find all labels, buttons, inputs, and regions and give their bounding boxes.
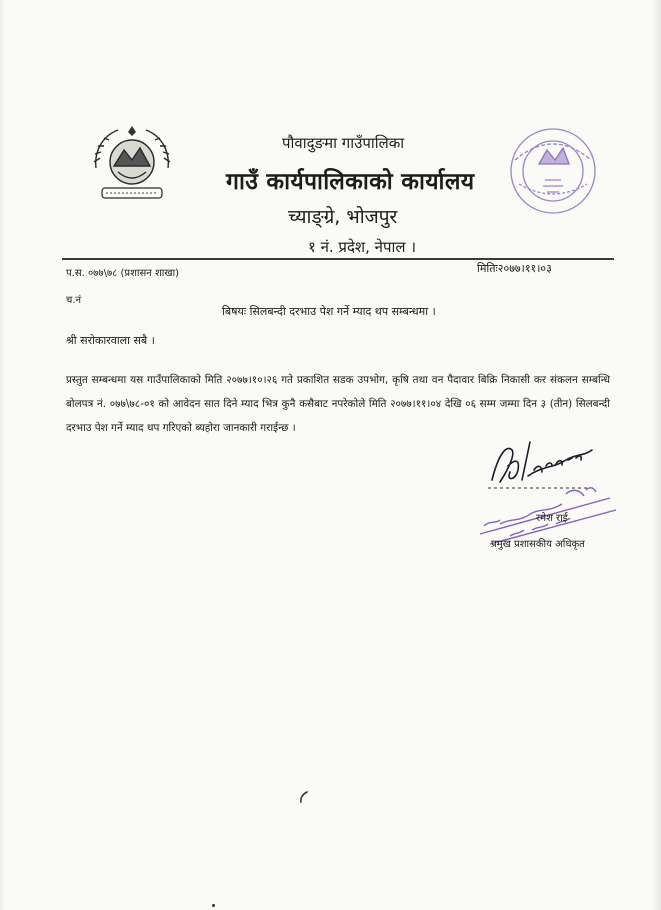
office-name: गाउँ कार्यपालिकाको कार्यालय — [226, 169, 475, 195]
reference-number: प.स. ०७७\७८ (प्रशासन शाखा) — [66, 268, 180, 279]
government-emblem-icon — [88, 122, 176, 206]
pen-mark-icon — [297, 790, 311, 804]
municipality-name: पौवादुङमा गाउँपालिका — [282, 134, 405, 152]
province-line: १ नं. प्रदेश, नेपाल । — [308, 238, 417, 256]
letter-body: प्रस्तुत सम्बन्धमा यस गाउँपालिकाको मिति २०७७।१०।२६ गते प्रकाशित सडक उपभोग, कृषि तथा वन पैदावार बिक्रि निकासी कर संकलन सम्बन्धि बोलपत्र नं. ०७७\७८-०१ को आवेदन सात दिने म्याद भित्र कुनै कसैबाट नपरेकोले मिति २०७७।११।०४ देखि ०६ सम्म जम्मा दिन ३ (तीन) सिलबन्दी दरभाउ पेश गर्ने म्याद थप गरिएको ब्यहोरा जानकारी गराईन्छ । — [66, 374, 610, 434]
office-seal-stamp-icon — [505, 124, 601, 218]
dispatch-number: च.नं — [66, 295, 82, 306]
letter-addressee: श्री सरोकारवाला सबै । — [66, 334, 155, 347]
signatory-name: रमेश राई — [536, 513, 568, 524]
header-divider — [62, 258, 614, 260]
page-speck — [212, 904, 215, 907]
letter-subject: बिषयः सिलबन्दी दरभाउ पेश गर्ने म्याद थप सम्बन्धमा । — [222, 305, 436, 318]
signatory-title: प्रमुख प्रशासकीय अधिकृत — [491, 539, 585, 550]
letter-date: मितिः२०७७।११।०३ — [477, 262, 552, 275]
office-location: च्याङ्ग्रे, भोजपुर — [288, 206, 398, 228]
